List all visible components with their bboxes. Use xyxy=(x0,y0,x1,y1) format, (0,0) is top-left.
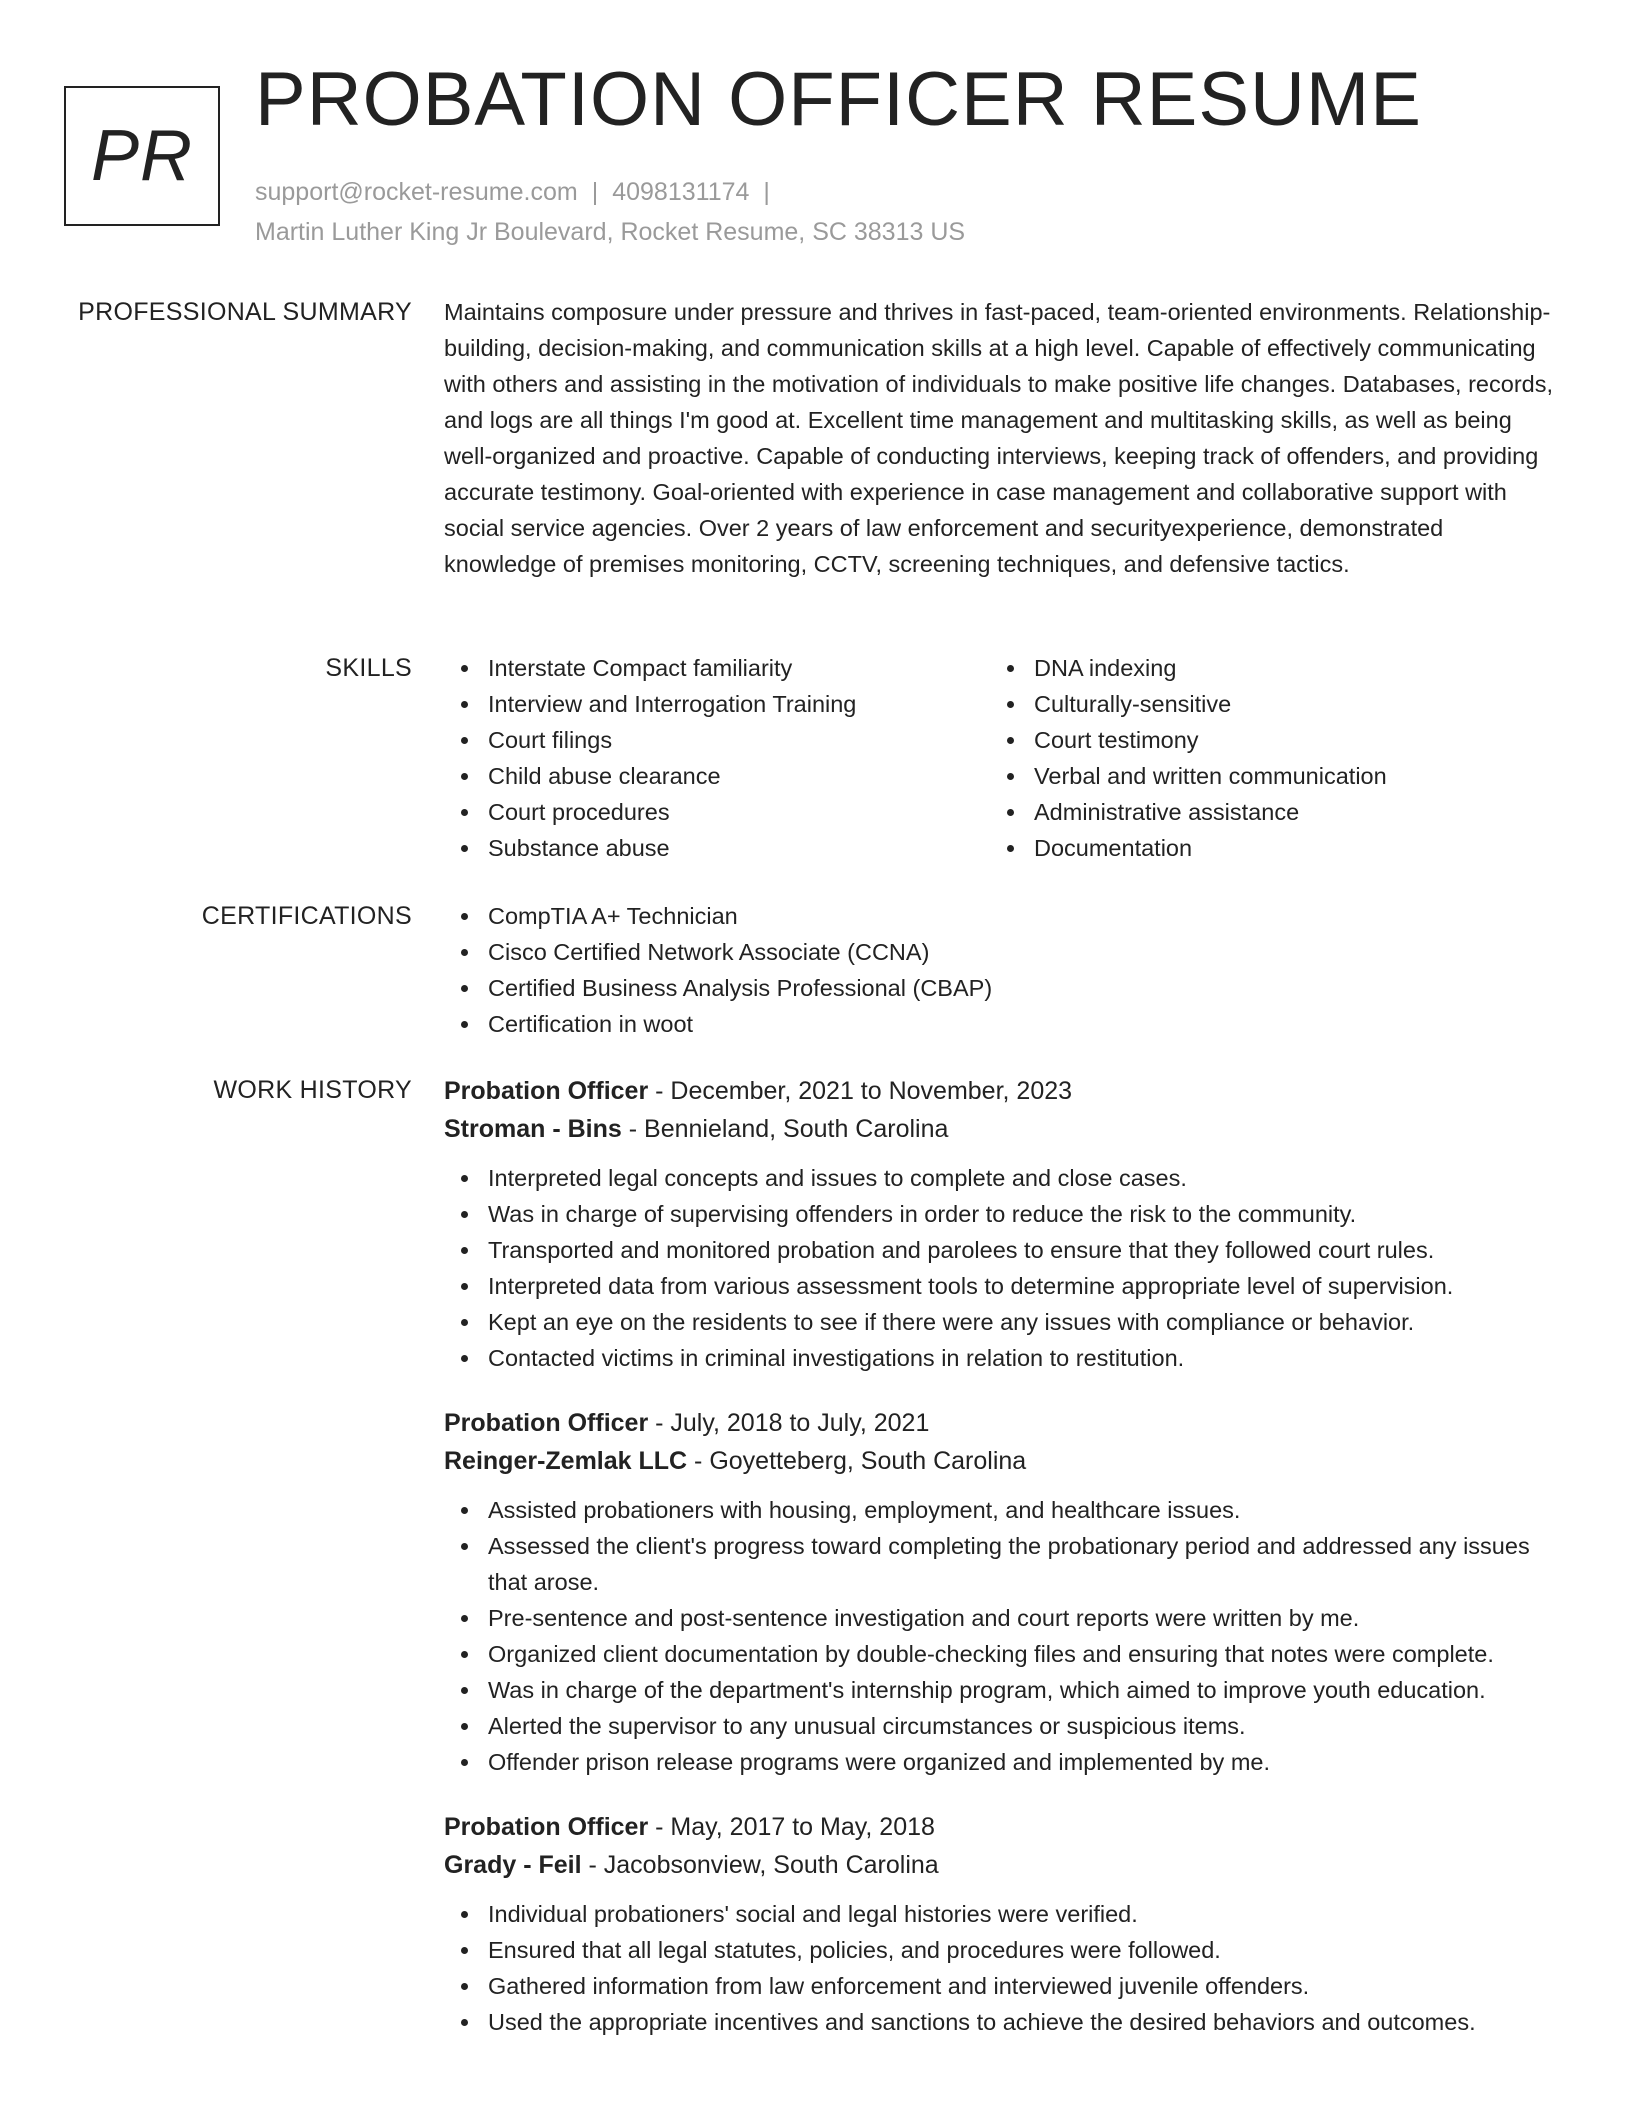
skill-item: Child abuse clearance xyxy=(444,758,990,794)
section-heading: CERTIFICATIONS xyxy=(201,902,412,930)
contact-email[interactable]: support@rocket-resume.com xyxy=(255,178,578,206)
job-company-line xyxy=(444,1442,1559,1480)
job-title-line xyxy=(444,1072,1559,1110)
job-bullet: Individual probationers' social and legal histories were verified. xyxy=(444,1896,1559,1932)
job-bullet: Used the appropriate incentives and sanctions to achieve the desired behaviors and outcomes. xyxy=(444,2004,1559,2040)
job-bullets xyxy=(444,1492,1559,1780)
section-heading: SKILLS xyxy=(325,654,412,682)
job-company: Reinger-Zemlak LLC xyxy=(444,1447,688,1475)
certification-item: CompTIA A+ Technician xyxy=(444,898,1559,934)
job-dates: - May, 2017 to May, 2018 xyxy=(648,1813,935,1841)
skill-item: Court filings xyxy=(444,722,990,758)
skill-item: Court testimony xyxy=(990,722,1536,758)
job-bullet: Pre-sentence and post-sentence investigation and court reports were written by me. xyxy=(444,1600,1559,1636)
job-bullet: Transported and monitored probation and parolees to ensure that they followed court rules. xyxy=(444,1232,1559,1268)
certification-item: Certification in woot xyxy=(444,1006,1559,1042)
job-title: Probation Officer xyxy=(444,1409,649,1437)
contact-separator: | xyxy=(763,178,770,206)
skills-body xyxy=(444,650,1559,866)
contact-phone[interactable]: 4098131174 xyxy=(612,178,750,206)
job-bullet: Interpreted legal concepts and issues to complete and close cases. xyxy=(444,1160,1559,1196)
skill-item: Documentation xyxy=(990,830,1536,866)
certification-item: Certified Business Analysis Professional (CBAP) xyxy=(444,970,1559,1006)
job-bullet: Offender prison release programs were organized and implemented by me. xyxy=(444,1744,1559,1780)
skill-item: Culturally-sensitive xyxy=(990,686,1536,722)
job-bullet: Ensured that all legal statutes, policies, and procedures were followed. xyxy=(444,1932,1559,1968)
job-company-line xyxy=(444,1846,1559,1884)
section-heading: WORK HISTORY xyxy=(213,1076,412,1104)
job-bullet: Organized client documentation by double-checking files and ensuring that notes were complete. xyxy=(444,1636,1559,1672)
certifications-body xyxy=(444,898,1559,1042)
summary-body xyxy=(444,294,1559,582)
job-bullets xyxy=(444,1160,1559,1376)
skill-item: Administrative assistance xyxy=(990,794,1536,830)
skill-item: Substance abuse xyxy=(444,830,990,866)
job-bullets xyxy=(444,1896,1559,2040)
job-company: Grady - Feil xyxy=(444,1851,582,1879)
contact-line-1 xyxy=(255,172,965,212)
skill-item: Court procedures xyxy=(444,794,990,830)
section-heading: PROFESSIONAL SUMMARY xyxy=(78,298,412,326)
resume-title: PROBATION OFFICER RESUME xyxy=(255,57,1422,142)
job-bullet: Contacted victims in criminal investigations in relation to restitution. xyxy=(444,1340,1559,1376)
job-dates: - December, 2021 to November, 2023 xyxy=(648,1077,1073,1105)
monogram-box xyxy=(64,86,220,226)
skill-item: Interstate Compact familiarity xyxy=(444,650,990,686)
job-bullet: Assessed the client's progress toward completing the probationary period and addressed any issues that arose. xyxy=(444,1528,1559,1600)
job-bullet: Was in charge of supervising offenders in order to reduce the risk to the community. xyxy=(444,1196,1559,1232)
job-dates: - July, 2018 to July, 2021 xyxy=(648,1409,930,1437)
skill-item: Verbal and written communication xyxy=(990,758,1536,794)
skills-list-right xyxy=(990,650,1536,866)
job-location: - Goyetteberg, South Carolina xyxy=(687,1447,1027,1475)
job-bullet: Gathered information from law enforcement and interviewed juvenile offenders. xyxy=(444,1968,1559,2004)
job-bullet: Assisted probationers with housing, employment, and healthcare issues. xyxy=(444,1492,1559,1528)
job-title: Probation Officer xyxy=(444,1077,649,1105)
job-bullet: Interpreted data from various assessment tools to determine appropriate level of supervision. xyxy=(444,1268,1559,1304)
skills-list-left xyxy=(444,650,990,866)
job-title-line xyxy=(444,1808,1559,1846)
job-bullet: Was in charge of the department's internship program, which aimed to improve youth education. xyxy=(444,1672,1559,1708)
job-bullet: Kept an eye on the residents to see if there were any issues with compliance or behavior. xyxy=(444,1304,1559,1340)
job-location: - Jacobsonview, South Carolina xyxy=(581,1851,939,1879)
job-company-line xyxy=(444,1110,1559,1148)
job-location: - Bennieland, South Carolina xyxy=(621,1115,949,1143)
job-entry xyxy=(444,1404,1559,1780)
summary-text: Maintains composure under pressure and thrives in fast-paced, team-oriented environments. Relationship-building, decision-making, and communication skills at a high level. Capable of effectively communicating with others and assisting in the motivation of individuals to make positive life changes. Databases, records, and logs are all things I'm good at. Excellent time management and multitasking skills, as well as being well-organized and proactive. Capable of conducting interviews, keeping track of offenders, and providing accurate testimony. Goal-oriented with experience in case management and collaborative support with social service agencies. Over 2 years of law enforcement and securityexperience, demonstrated knowledge of premises monitoring, CCTV, screening techniques, and defensive tactics. xyxy=(444,299,1553,577)
job-title-line xyxy=(444,1404,1559,1442)
job-entry xyxy=(444,1072,1559,1376)
skill-item: DNA indexing xyxy=(990,650,1536,686)
job-bullet: Alerted the supervisor to any unusual circumstances or suspicious items. xyxy=(444,1708,1559,1744)
work-history-body xyxy=(444,1072,1559,2068)
skill-item: Interview and Interrogation Training xyxy=(444,686,990,722)
certifications-list xyxy=(444,898,1559,1042)
contact-address: Martin Luther King Jr Boulevard, Rocket Resume, SC 38313 US xyxy=(255,218,966,246)
monogram-initials: PR xyxy=(90,116,194,196)
job-entry xyxy=(444,1808,1559,2040)
certification-item: Cisco Certified Network Associate (CCNA) xyxy=(444,934,1559,970)
contact-separator: | xyxy=(591,178,599,206)
job-title: Probation Officer xyxy=(444,1813,649,1841)
contact-info xyxy=(255,172,965,252)
job-company: Stroman - Bins xyxy=(444,1115,622,1143)
